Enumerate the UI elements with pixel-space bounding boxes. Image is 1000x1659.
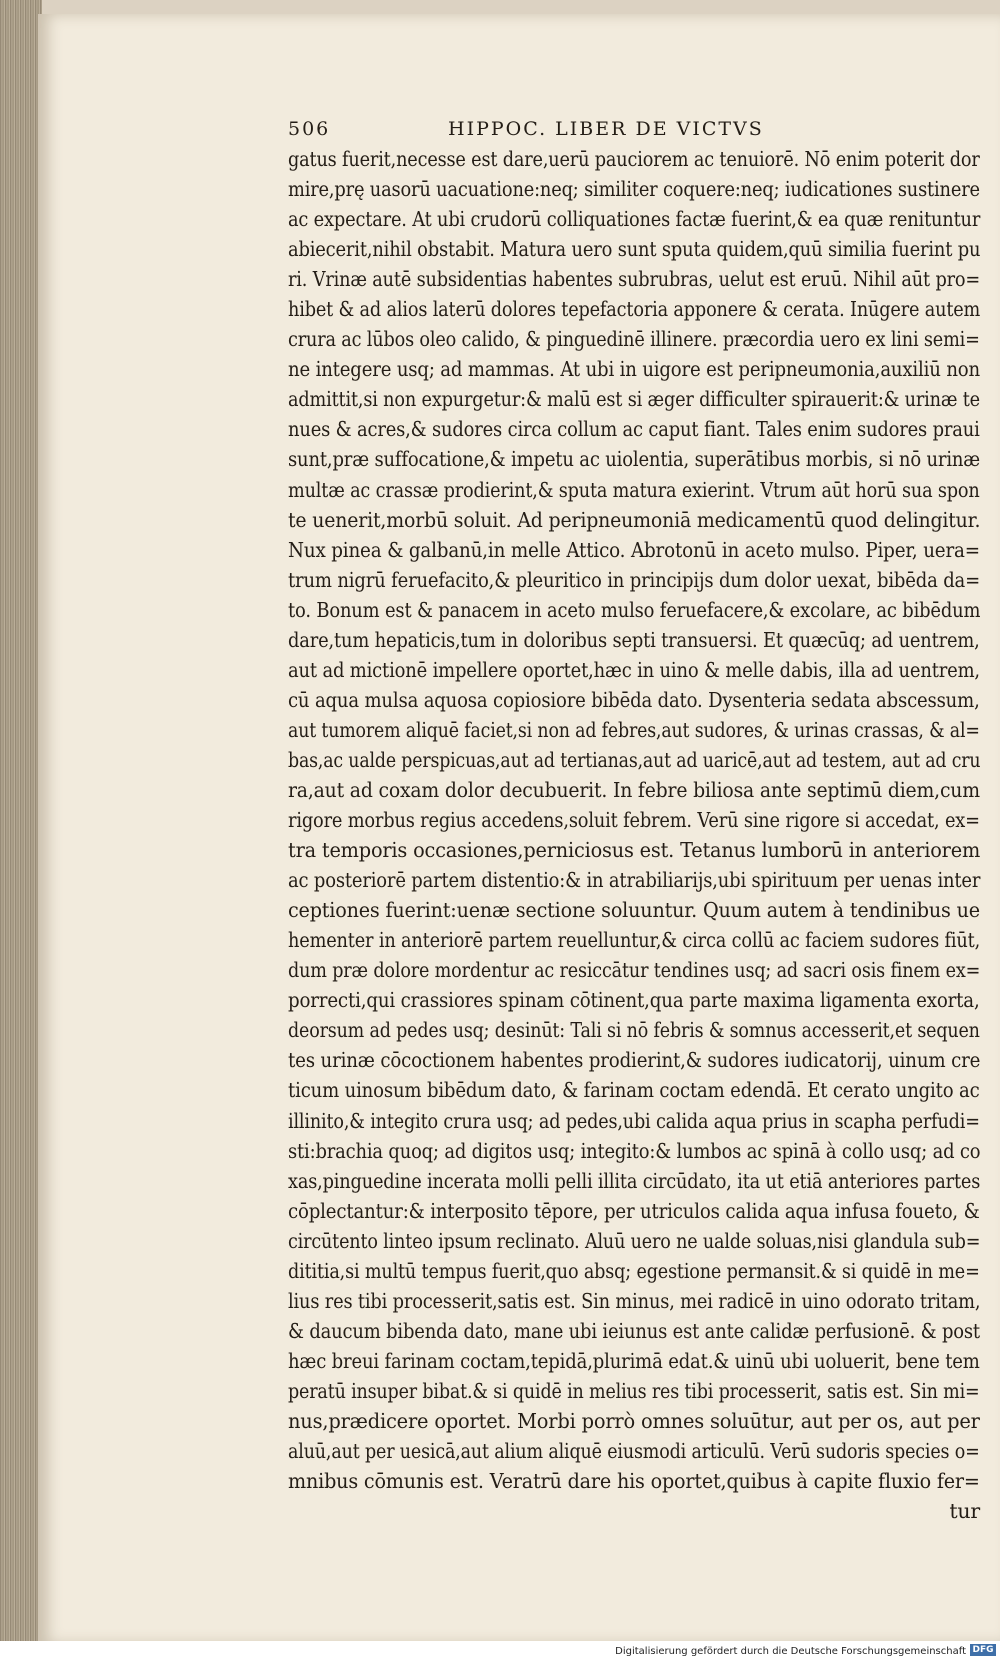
text-line: cōplectantur:& interposito tēpore, per utriculos calida aqua infusa foueto, & <box>288 1198 980 1223</box>
page-number: 506 <box>288 118 331 140</box>
text-line: ticum uinosum bibēdum dato, & farinam coctam edendā. Et cerato ungito ac <box>288 1078 980 1103</box>
text-line: hæc breui farinam coctam,tepidā,plurimā edat.& uinū ubi uoluerit, bene tem <box>288 1348 980 1373</box>
text-line: bas,ac ualde perspicuas,aut ad tertianas,aut ad uaricē,aut ad testem, aut ad cru <box>288 747 981 772</box>
page-paper <box>38 14 1000 1644</box>
text-line: ac posteriorē partem distentio:& in atrabiliarijs,ubi spirituum per uenas inter <box>288 868 981 893</box>
text-line: to. Bonum est & panacem in aceto mulso feruefacere,& excolare, ac bibēdum <box>288 597 981 622</box>
text-line: aluū,aut per uesicā,aut alium aliquē eiusmodi articulū. Verū sudoris species o= <box>288 1439 980 1464</box>
text-line: xas,pinguedine incerata molli pelli illita circūdato, ita ut etiā anteriores partes <box>288 1168 981 1193</box>
running-head <box>248 114 988 144</box>
text-line: te uenerit,morbū soluit. Ad peripneumoniā medicamentū quod delingitur. <box>288 507 981 532</box>
text-line: ri. Vrinæ autē subsidentias habentes subrubras, uelut est eruū. Nihil aūt pro= <box>288 267 981 292</box>
text-line: sti:brachia quoq; ad digitos usq; integito:& lumbos ac spinā à collo usq; ad co <box>288 1138 981 1163</box>
text-line: trum nigrū feruefacito,& pleuritico in principijs dum dolor uexat, bibēda da= <box>288 567 981 592</box>
text-line: & daucum bibenda dato, mane ubi ieiunus est ante calidæ perfusionē. & post <box>288 1318 980 1343</box>
text-line: deorsum ad pedes usq; desinūt: Tali si nō febris & somnus accesserit,et sequen <box>288 1018 980 1043</box>
text-line: aut ad mictionē impellere oportet,hæc in uino & melle dabis, illa ad uentrem, <box>288 657 980 682</box>
text-line: crura ac lūbos oleo calido, & pinguedinē illinere. præcordia uero ex lini semi= <box>288 327 980 352</box>
text-line: nues & acres,& sudores circa collum ac caput fiant. Tales enim sudores praui <box>288 417 980 442</box>
text-block <box>248 114 988 1526</box>
running-head-title: HIPPOC. LIBER DE VICTVS <box>448 118 764 140</box>
text-line: multæ ac crassæ prodierint,& sputa matura exierint. Vtrum aūt horū sua spon <box>288 477 980 502</box>
text-line: dum præ dolore mordentur ac resiccātur tendines usq; ad sacri osis finem ex= <box>288 958 981 983</box>
text-line: sunt,præ suffocatione,& impetu ac uiolentia, superātibus morbis, si nō urinæ <box>288 447 981 472</box>
text-line: ra,aut ad coxam dolor decubuerit. In febre biliosa ante septimū diem,cum <box>288 777 980 802</box>
page-edges <box>0 0 42 1659</box>
text-line: dare,tum hepaticis,tum in doloribus septi transuersi. Et quæcūq; ad uentrem, <box>288 627 980 652</box>
footer-credit: Digitalisierung gefördert durch die Deutsche Forschungsgemeinschaft <box>615 1646 966 1657</box>
footer-bar <box>0 1641 1000 1659</box>
text-line: tra temporis occasiones,perniciosus est. Tetanus lumborū in anteriorem <box>288 838 981 863</box>
text-line: nus,prædicere oportet. Morbi porrò omnes soluūtur, aut per os, aut per <box>288 1408 980 1433</box>
text-line: tes urinæ cōcoctionem habentes prodierint,& sudores iudicatorij, uinum cre <box>288 1048 981 1073</box>
text-line: lius res tibi processerit,satis est. Sin minus, mei radicē in uino odorato tritam, <box>288 1288 981 1313</box>
text-line: porrecti,qui crassiores spinam cōtinent,qua parte maxima ligamenta exorta, <box>288 988 980 1013</box>
text-line: illinito,& integito crura usq; ad pedes,ubi calida aqua prius in scapha perfudi= <box>288 1108 980 1133</box>
text-line: mnibus cōmunis est. Veratrū dare his oportet,quibus à capite fluxio fer= <box>288 1469 980 1494</box>
text-line: dititia,si multū tempus fuerit,quo absq; egestione permansit.& si quidē in me= <box>288 1258 980 1283</box>
text-line: ac expectare. At ubi crudorū colliquationes factæ fuerint,& ea quæ renituntur <box>288 207 981 232</box>
text-line: abiecerit,nihil obstabit. Matura uero sunt sputa quidem,quū similia fuerint pu <box>288 237 981 262</box>
text-line: circūtento linteo ipsum reclinato. Aluū uero ne ualde soluas,nisi glandula sub= <box>288 1228 981 1253</box>
text-line: ceptiones fuerint:uenæ sectione soluuntur. Quum autem à tendinibus ue <box>288 898 980 923</box>
text-line: aut tumorem aliquē faciet,si non ad febres,aut sudores, & urinas crassas, & al= <box>288 717 980 742</box>
text-line: admittit,si non expurgetur:& malū est si æger difficulter spirauerit:& urinæ te <box>288 387 980 412</box>
text-line: gatus fuerit,necesse est dare,uerū pauciorem ac tenuiorē. Nō enim poterit dor <box>288 147 980 171</box>
text-line: ne integere usq; ad mammas. At ubi in uigore est peripneumonia,auxiliū non <box>288 357 980 382</box>
text-line: Nux pinea & galbanū,in melle Attico. Abrotonū in aceto mulso. Piper, uera= <box>288 537 980 562</box>
text-line: hementer in anteriorē partem reuelluntur,& circa collū ac faciem sudores fiūt, <box>288 928 981 953</box>
dfg-logo: DFG <box>970 1644 996 1656</box>
body-text <box>248 144 988 1526</box>
text-line: mire,prę uasorū uacuatione:neq; similiter coquere:neq; iudicationes sustinere <box>288 177 980 202</box>
text-line: rigore morbus regius accedens,soluit febrem. Verū sine rigore si accedat, ex= <box>288 808 980 833</box>
text-line: peratū insuper bibat.& si quidē in melius res tibi processerit, satis est. Sin mi= <box>288 1378 980 1403</box>
text-line: hibet & ad alios laterū dolores tepefactoria apponere & cerata. Inūgere autem <box>288 297 981 322</box>
text-line: tur <box>949 1499 980 1524</box>
text-line: cū aqua mulsa aquosa copiosiore bibēda dato. Dysenteria sedata abscessum, <box>288 687 980 712</box>
